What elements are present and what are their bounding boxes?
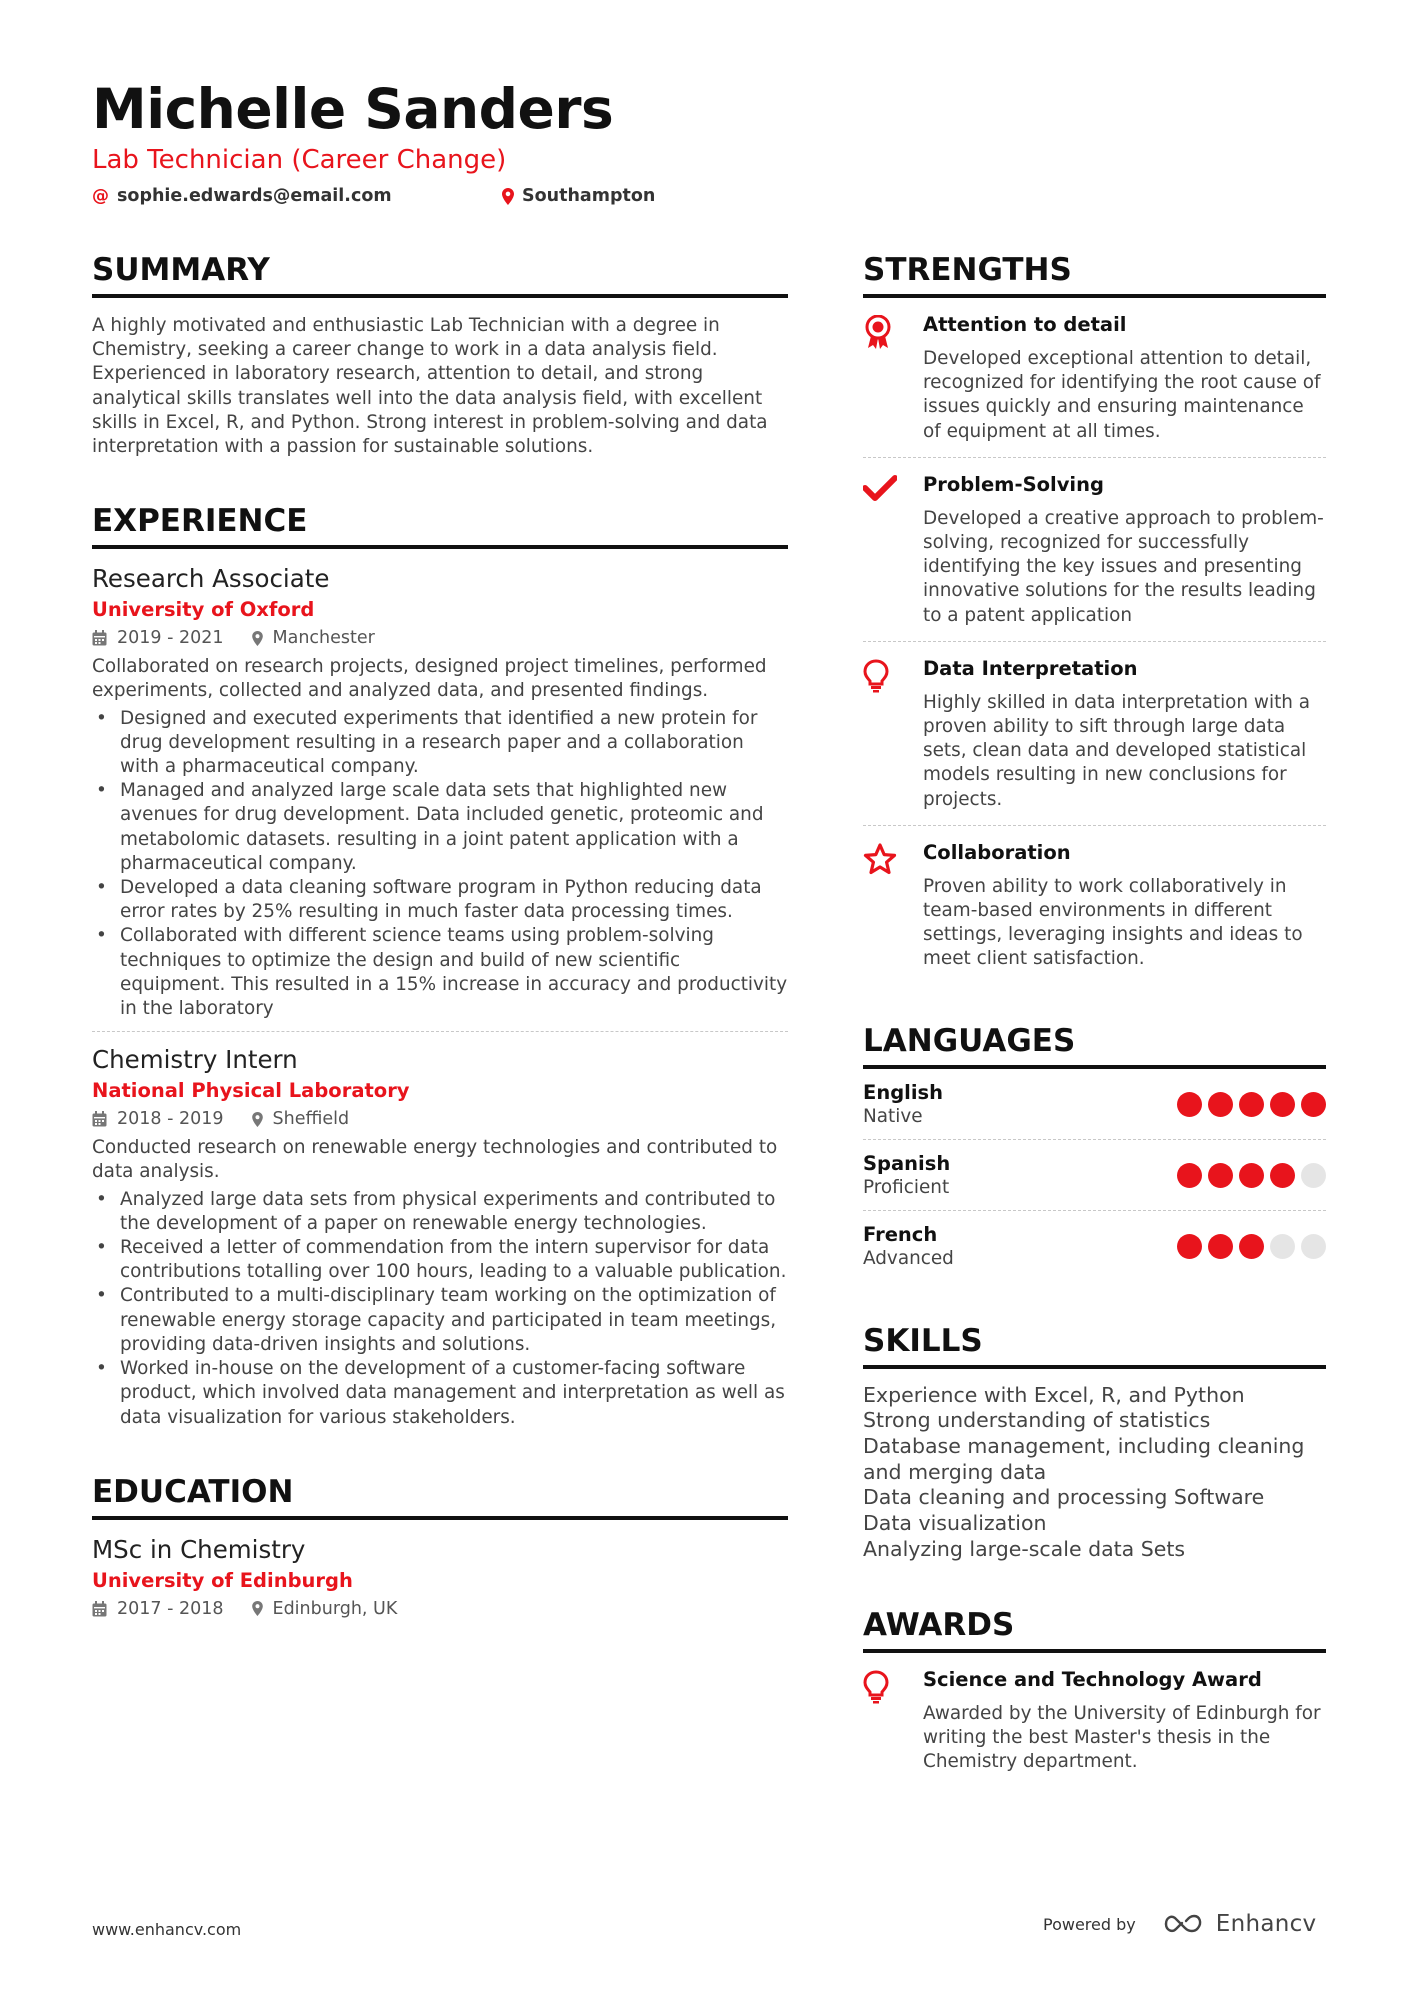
strength-item — [863, 642, 1326, 825]
experience-item — [92, 1044, 788, 1429]
strength-item — [863, 298, 1326, 457]
strength-title: Data Interpretation — [923, 656, 1138, 680]
language-rating — [1177, 1234, 1326, 1259]
award-item — [863, 1653, 1326, 1788]
experience-org: University of Oxford — [92, 598, 315, 622]
skills-list — [863, 1383, 1326, 1563]
languages-section — [863, 1023, 1326, 1281]
experience-description: Collaborated on research projects, designed project timelines, performed experiments, collected and analyzed data, and presented findings. — [92, 656, 767, 702]
star-icon — [863, 841, 923, 972]
rating-dot-filled — [1177, 1163, 1202, 1188]
experience-section — [92, 503, 788, 1429]
strength-title: Problem-Solving — [923, 472, 1104, 496]
checkmark-icon — [863, 473, 923, 628]
experience-location: Manchester — [272, 628, 375, 649]
languages-heading: LANGUAGES — [863, 1023, 1326, 1069]
map-pin-icon — [502, 188, 514, 205]
strength-description: Developed a creative approach to problem-solving, recognized for successfully identifying the key issues and presenting innovative solutions for the results leading to a patent application — [923, 507, 1324, 626]
enhancv-logo-icon — [1162, 1912, 1208, 1936]
rating-dot-filled — [1177, 1092, 1202, 1117]
experience-role: Chemistry Intern — [92, 1045, 298, 1075]
powered-by-text: Powered by — [1043, 1914, 1136, 1934]
divider — [92, 1031, 788, 1032]
rating-dot-filled — [1239, 1234, 1264, 1259]
candidate-name: Michelle Sanders — [92, 77, 614, 141]
calendar-icon — [92, 630, 107, 646]
experience-bullet: • Managed and analyzed large scale data sets that highlighted new avenues for drug development. Data included genetic, proteomic and metabolomic datasets. resulting in a joint patent application with a pharmaceutical company. — [92, 779, 788, 876]
language-name: Spanish — [863, 1151, 951, 1175]
experience-bullet: • Collaborated with different science teams using problem-solving techniques to optimize the design and build of new scientific equipment. This resulted in a 15% increase in accuracy and productivity in the laboratory — [92, 924, 788, 1021]
language-rating — [1177, 1092, 1326, 1117]
rating-dot-filled — [1239, 1092, 1264, 1117]
strength-description: Developed exceptional attention to detail, recognized for identifying the root cause of issues quickly and ensuring maintenance of equipment at all times. — [923, 348, 1321, 442]
experience-bullet: • Developed a data cleaning software program in Python reducing data error rates by 25% resulting in much faster data processing times. — [92, 876, 788, 924]
education-dates: 2017 - 2018 — [117, 1598, 224, 1619]
calendar-icon — [92, 1601, 107, 1617]
strengths-section — [863, 252, 1326, 985]
right-column — [863, 252, 1326, 1787]
experience-item — [92, 563, 788, 1021]
rating-dot-filled — [1208, 1163, 1233, 1188]
strength-title: Collaboration — [923, 840, 1071, 864]
language-rating — [1177, 1163, 1326, 1188]
skill-item: Strong understanding of statistics — [863, 1408, 1211, 1433]
summary-section — [92, 252, 788, 459]
rating-dot-empty — [1301, 1163, 1326, 1188]
rating-dot-filled — [1177, 1234, 1202, 1259]
summary-text: A highly motivated and enthusiastic Lab Technician with a degree in Chemistry, seeking a career change to work in a data analysis field. Experienced in laboratory research, attention to detail, and strong analytical skills translates well into the data analysis field, with excellent skills in Excel, R, and Python. Strong interest in problem-solving and data interpretation with a passion for sustainable solutions. — [92, 315, 768, 458]
skill-item: Data cleaning and processing Software — [863, 1485, 1265, 1510]
strength-description: Highly skilled in data interpretation with a proven ability to sift through large data sets, clean data and developed statistical models resulting in new conclusions for projects. — [923, 691, 1311, 810]
rating-dot-filled — [1239, 1163, 1264, 1188]
award-ribbon-icon — [863, 313, 923, 444]
map-pin-icon — [252, 1112, 263, 1127]
education-org: University of Edinburgh — [92, 1568, 353, 1592]
footer-website[interactable]: www.enhancv.com — [92, 1920, 242, 1939]
rating-dot-filled — [1208, 1234, 1233, 1259]
strength-description: Proven ability to work collaboratively in team-based environments in different settings, leveraging insights and ideas to meet client satisfaction. — [923, 875, 1303, 970]
experience-meta — [92, 1107, 788, 1131]
rating-dot-empty — [1270, 1234, 1295, 1259]
language-level: Proficient — [863, 1176, 950, 1198]
language-level: Native — [863, 1105, 923, 1127]
experience-bullet: • Designed and executed experiments that identified a new protein for drug development resulting in a research paper and a collaboration with a pharmaceutical company. — [92, 707, 788, 780]
education-heading: EDUCATION — [92, 1474, 788, 1520]
language-name: French — [863, 1222, 938, 1246]
education-meta — [92, 1597, 788, 1621]
rating-dot-filled — [1270, 1092, 1295, 1117]
strengths-heading: STRENGTHS — [863, 252, 1326, 298]
skill-item: Analyzing large-scale data Sets — [863, 1536, 1186, 1561]
candidate-title: Lab Technician (Career Change) — [92, 145, 507, 175]
experience-dates: 2018 - 2019 — [117, 1109, 224, 1130]
brand-name: Enhancv — [1215, 1911, 1317, 1937]
contact-email[interactable] — [92, 185, 392, 207]
experience-org: National Physical Laboratory — [92, 1079, 410, 1103]
skill-item: Database management, including cleaning and merging data — [863, 1434, 1305, 1484]
awards-section — [863, 1607, 1326, 1788]
language-item — [863, 1211, 1326, 1281]
awards-heading: AWARDS — [863, 1607, 1326, 1653]
left-column — [92, 252, 788, 1621]
lightbulb-icon — [863, 657, 923, 812]
strength-item — [863, 826, 1326, 985]
map-pin-icon — [252, 631, 263, 646]
language-level: Advanced — [863, 1247, 954, 1269]
experience-bullet: • Contributed to a multi-disciplinary team working on the optimization of renewable energy storage capacity and participated in team meetings, providing data-driven insights and solutions. — [92, 1284, 788, 1357]
award-description: Awarded by the University of Edinburgh for writing the best Master's thesis in the Chemistry department. — [923, 1702, 1321, 1772]
lightbulb-icon — [863, 1668, 923, 1775]
language-item — [863, 1069, 1326, 1139]
map-pin-icon — [252, 1601, 263, 1616]
footer-powered-by[interactable] — [1043, 1911, 1316, 1937]
rating-dot-filled — [1270, 1163, 1295, 1188]
calendar-icon — [92, 1111, 107, 1127]
experience-bullet: • Worked in-house on the development of a customer-facing software product, which involved data management and interpretation as well as data visualization for various stakeholders. — [92, 1357, 788, 1430]
education-section — [92, 1474, 788, 1621]
language-name: English — [863, 1080, 944, 1104]
email-text: sophie.edwards@email.com — [117, 186, 392, 206]
rating-dot-filled — [1301, 1092, 1326, 1117]
experience-role: Research Associate — [92, 564, 330, 594]
rating-dot-empty — [1301, 1234, 1326, 1259]
strength-title: Attention to detail — [923, 313, 1127, 336]
experience-bullet: • Received a letter of commendation from the intern supervisor for data contributions totalling over 100 hours, leading to a valuable publication. — [92, 1236, 788, 1284]
skills-section — [863, 1323, 1326, 1563]
location-text: Southampton — [522, 186, 656, 206]
summary-heading: SUMMARY — [92, 252, 788, 298]
experience-bullets — [92, 707, 788, 1022]
strength-item — [863, 458, 1326, 641]
experience-dates: 2019 - 2021 — [117, 628, 224, 649]
skills-heading: SKILLS — [863, 1323, 1326, 1369]
experience-heading: EXPERIENCE — [92, 503, 788, 549]
experience-meta — [92, 626, 788, 650]
experience-bullets — [92, 1188, 788, 1430]
experience-bullet: • Analyzed large data sets from physical experiments and contributed to the development of a paper on renewable energy technologies. — [92, 1188, 788, 1236]
award-title: Science and Technology Award — [923, 1667, 1262, 1691]
at-sign-icon: @ — [92, 186, 109, 206]
skill-item: Data visualization — [863, 1511, 1047, 1536]
experience-description: Conducted research on renewable energy technologies and contributed to data analysis. — [92, 1137, 778, 1183]
education-location: Edinburgh, UK — [272, 1598, 398, 1619]
experience-location: Sheffield — [272, 1109, 350, 1130]
rating-dot-filled — [1208, 1092, 1233, 1117]
education-degree: MSc in Chemistry — [92, 1534, 306, 1564]
language-item — [863, 1140, 1326, 1210]
contact-location — [502, 185, 655, 207]
skill-item: Experience with Excel, R, and Python — [863, 1382, 1245, 1407]
